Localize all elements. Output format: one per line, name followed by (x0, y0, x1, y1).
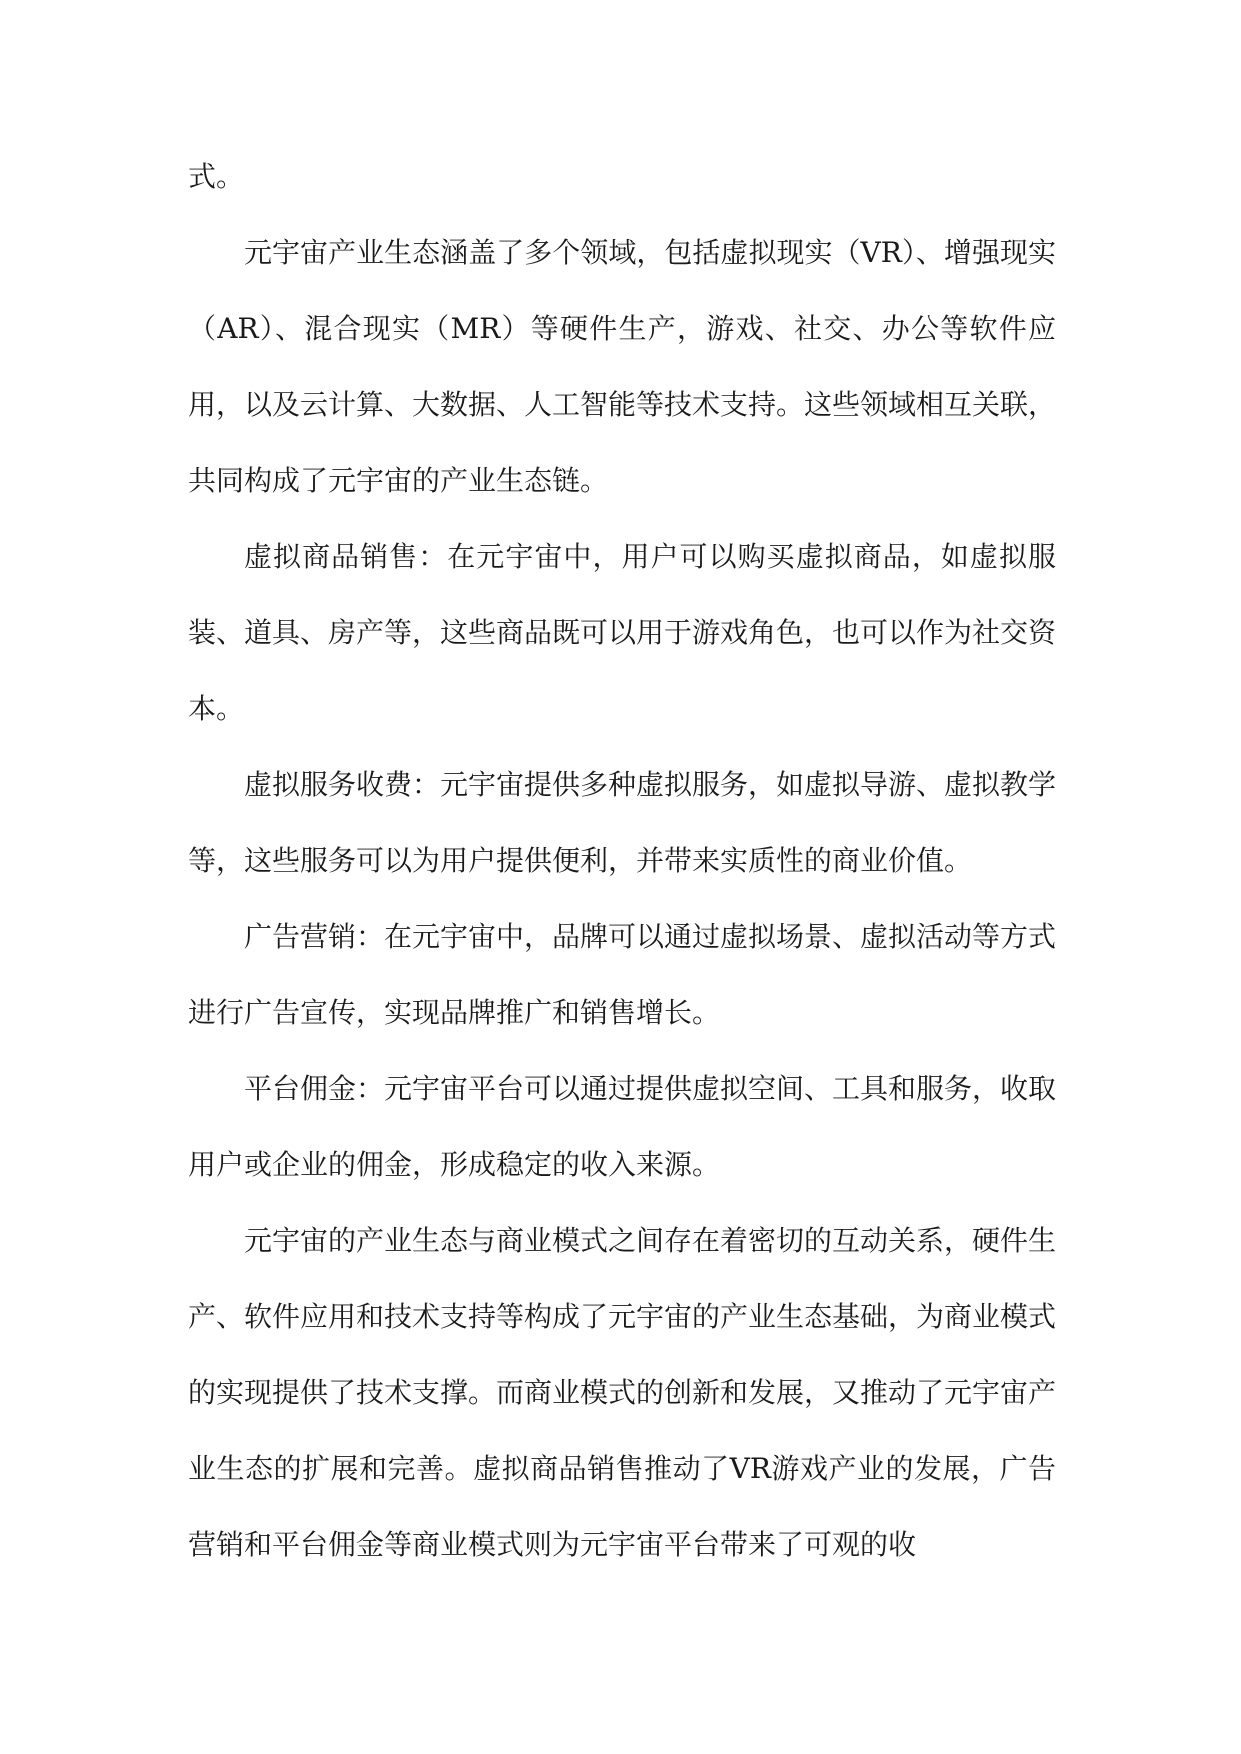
paragraph-continuation: 式。 (188, 160, 245, 193)
paragraph-virtual-service-fees: 虚拟服务收费：元宇宙提供多种虚拟服务，如虚拟导游、虚拟教学等，这些服务可以为用户提供便利，并带来实质性的商业价值。 (188, 768, 1057, 877)
paragraph-virtual-goods-sales: 虚拟商品销售：在元宇宙中，用户可以购买虚拟商品，如虚拟服装、道具、房产等，这些商品既可以用于游戏角色，也可以作为社交资本。 (188, 540, 1057, 725)
paragraph-platform-commission: 平台佣金：元宇宙平台可以通过提供虚拟空间、工具和服务，收取用户或企业的佣金，形成稳定的收入来源。 (188, 1072, 1057, 1181)
document-body (188, 139, 1056, 1583)
paragraph-advertising-marketing: 广告营销：在元宇宙中，品牌可以通过虚拟场景、虚拟活动等方式进行广告宣传，实现品牌推广和销售增长。 (188, 920, 1057, 1029)
paragraph-industry-ecosystem: 元宇宙产业生态涵盖了多个领域，包括虚拟现实（VR）、增强现实（AR）、混合现实（MR）等硬件生产，游戏、社交、办公等软件应用，以及云计算、大数据、人工智能等技术支持。这些领域相互关联，共同构成了元宇宙的产业生态链。 (188, 236, 1057, 497)
paragraph-ecosystem-business-interaction: 元宇宙的产业生态与商业模式之间存在着密切的互动关系，硬件生产、软件应用和技术支持等构成了元宇宙的产业生态基础，为商业模式的实现提供了技术支撑。而商业模式的创新和发展，又推动了元宇宙产业生态的扩展和完善。虚拟商品销售推动了VR游戏产业的发展，广告营销和平台佣金等商业模式则为元宇宙平台带来了可观的收 (188, 1224, 1057, 1561)
